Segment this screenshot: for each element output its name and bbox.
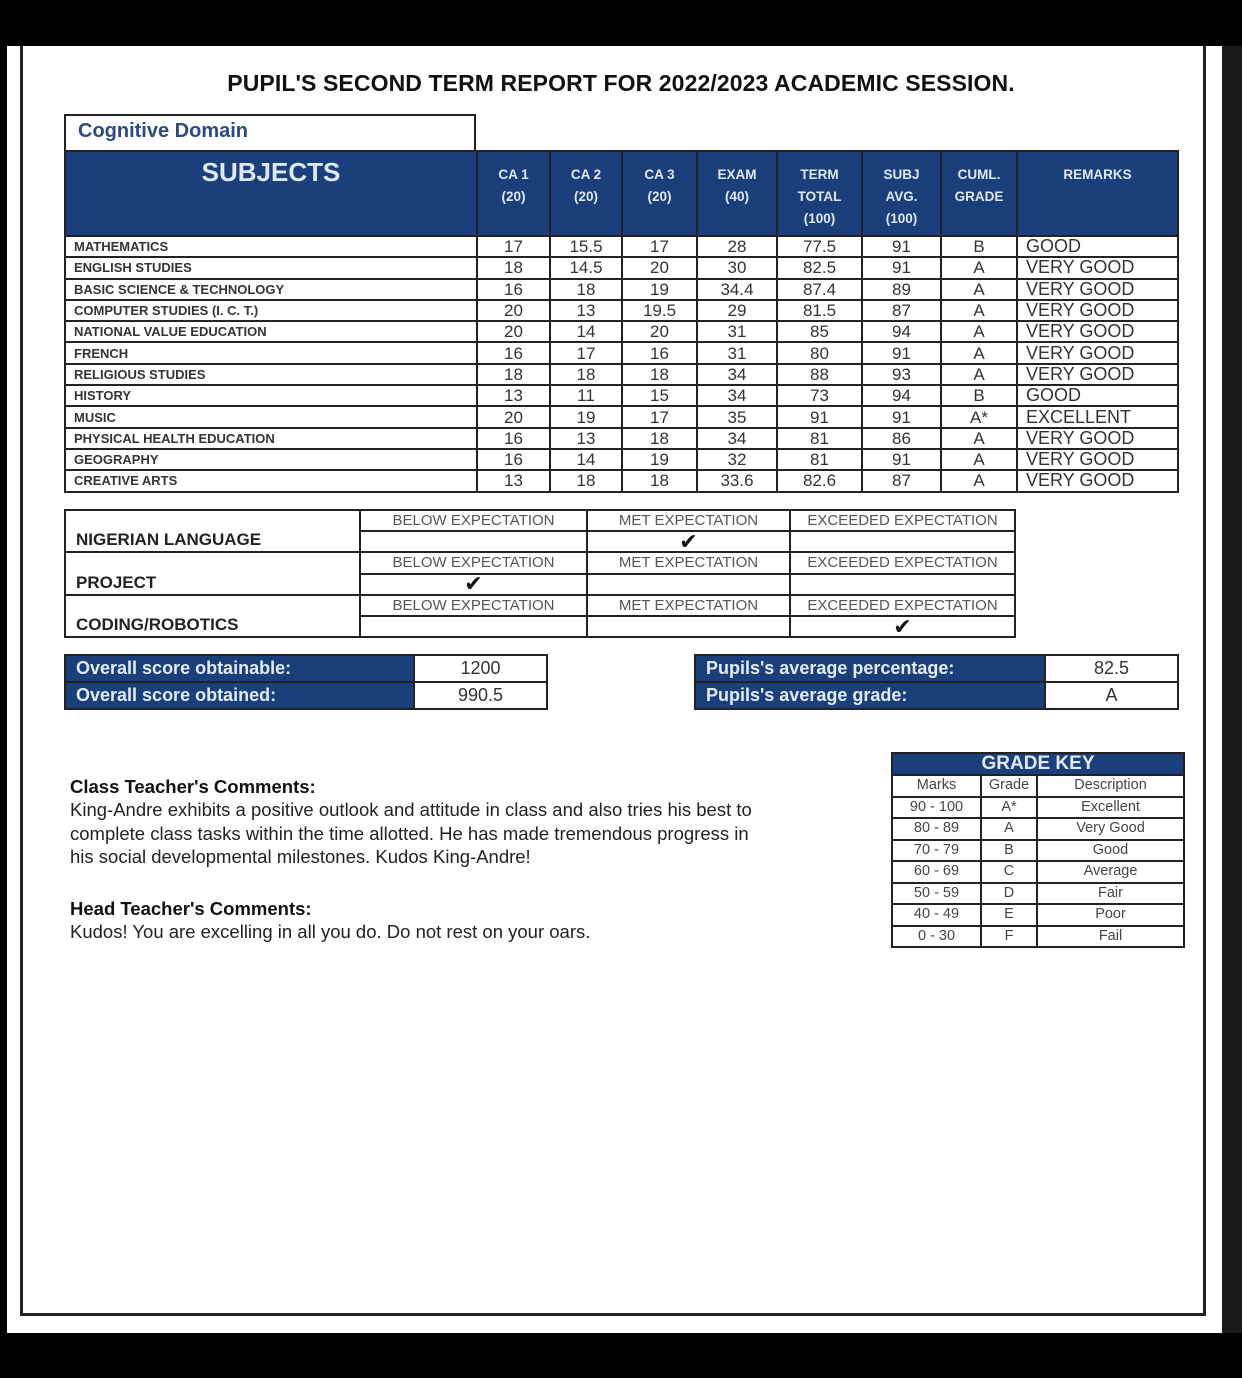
score-subj-avg: 87 bbox=[862, 300, 941, 321]
checkmark-icon: ✔ bbox=[790, 616, 1015, 637]
overall-obtained-label: Overall score obtained: bbox=[65, 682, 414, 709]
score-exam: 34 bbox=[697, 364, 777, 385]
grades-table bbox=[64, 150, 1179, 493]
subject-row bbox=[65, 300, 1178, 321]
summary-row bbox=[65, 682, 547, 709]
score-ca3: 19.5 bbox=[622, 300, 697, 321]
avg-grade-label: Pupils's average grade: bbox=[695, 682, 1045, 709]
marks-range: 40 - 49 bbox=[892, 904, 981, 926]
score-ca2: 13 bbox=[550, 300, 622, 321]
score-grade: A* bbox=[941, 406, 1017, 427]
score-grade: A bbox=[941, 321, 1017, 342]
score-term-total: 85 bbox=[777, 321, 862, 342]
marks-range: 80 - 89 bbox=[892, 818, 981, 840]
col-subjects: SUBJECTS bbox=[65, 151, 477, 236]
avg-percentage-label: Pupils's average percentage: bbox=[695, 655, 1045, 682]
grade-key-row bbox=[892, 840, 1184, 862]
head-teacher-comments bbox=[70, 898, 870, 944]
score-subj-avg: 91 bbox=[862, 342, 941, 363]
grade-key-row bbox=[892, 904, 1184, 926]
grade-description: Average bbox=[1037, 861, 1184, 883]
grade-key-row bbox=[892, 818, 1184, 840]
overall-obtainable-label: Overall score obtainable: bbox=[65, 655, 414, 682]
subject-name: MUSIC bbox=[65, 406, 477, 427]
subject-remark: GOOD bbox=[1017, 385, 1178, 406]
col-ca2: CA 2 (20) bbox=[550, 151, 622, 236]
head-teacher-text: Kudos! You are excelling in all you do. Do not rest on your oars. bbox=[70, 921, 591, 942]
grade-letter: A bbox=[981, 818, 1037, 840]
subject-remark: VERY GOOD bbox=[1017, 364, 1178, 385]
score-term-total: 81 bbox=[777, 428, 862, 449]
checkmark-icon: ✔ bbox=[360, 574, 587, 595]
subject-name: PHYSICAL HEALTH EDUCATION bbox=[65, 428, 477, 449]
score-ca3: 18 bbox=[622, 470, 697, 491]
score-ca3: 20 bbox=[622, 257, 697, 278]
score-grade: A bbox=[941, 449, 1017, 470]
cognitive-domain-label: Cognitive Domain bbox=[64, 114, 476, 150]
subject-remark: VERY GOOD bbox=[1017, 470, 1178, 491]
score-grade: A bbox=[941, 470, 1017, 491]
grade-key-col-grade: Grade bbox=[981, 775, 1037, 797]
score-ca1: 16 bbox=[477, 342, 550, 363]
col-remarks: REMARKS bbox=[1017, 151, 1178, 236]
score-ca2: 13 bbox=[550, 428, 622, 449]
score-ca3: 18 bbox=[622, 364, 697, 385]
marks-range: 70 - 79 bbox=[892, 840, 981, 862]
report-title: PUPIL'S SECOND TERM REPORT FOR 2022/2023 ACADEMIC SESSION. bbox=[227, 70, 1015, 96]
avg-percentage-value: 82.5 bbox=[1045, 655, 1178, 682]
head-teacher-heading: Head Teacher's Comments: bbox=[70, 898, 312, 919]
score-ca2: 14.5 bbox=[550, 257, 622, 278]
col-term-total: TERM TOTAL (100) bbox=[777, 151, 862, 236]
average-table bbox=[694, 654, 1179, 710]
subject-row bbox=[65, 279, 1178, 300]
score-exam: 33.6 bbox=[697, 470, 777, 491]
expectation-item-name: CODING/ROBOTICS bbox=[65, 595, 360, 637]
subject-remark: VERY GOOD bbox=[1017, 279, 1178, 300]
class-teacher-comments bbox=[70, 776, 870, 869]
subject-name: COMPUTER STUDIES (I. C. T.) bbox=[65, 300, 477, 321]
expectation-level-label: EXCEEDED EXPECTATION bbox=[790, 595, 1015, 616]
class-teacher-heading: Class Teacher's Comments: bbox=[70, 776, 316, 797]
grade-letter: B bbox=[981, 840, 1037, 862]
score-grade: A bbox=[941, 364, 1017, 385]
class-teacher-line: King-Andre exhibits a positive outlook and attitude in class and also tries his best to bbox=[70, 799, 752, 820]
score-ca3: 19 bbox=[622, 449, 697, 470]
score-subj-avg: 91 bbox=[862, 257, 941, 278]
subject-remark: VERY GOOD bbox=[1017, 449, 1178, 470]
grade-description: Very Good bbox=[1037, 818, 1184, 840]
score-ca3: 20 bbox=[622, 321, 697, 342]
col-exam: EXAM (40) bbox=[697, 151, 777, 236]
summary-row bbox=[695, 682, 1178, 709]
score-exam: 35 bbox=[697, 406, 777, 427]
grades-header-row bbox=[65, 151, 1178, 236]
score-ca2: 14 bbox=[550, 449, 622, 470]
score-term-total: 80 bbox=[777, 342, 862, 363]
grade-letter: C bbox=[981, 861, 1037, 883]
subject-name: BASIC SCIENCE & TECHNOLOGY bbox=[65, 279, 477, 300]
score-exam: 29 bbox=[697, 300, 777, 321]
grade-letter: F bbox=[981, 926, 1037, 948]
expectation-levels-row bbox=[65, 510, 1015, 531]
grade-description: Poor bbox=[1037, 904, 1184, 926]
score-subj-avg: 87 bbox=[862, 470, 941, 491]
score-subj-avg: 93 bbox=[862, 364, 941, 385]
score-ca2: 14 bbox=[550, 321, 622, 342]
score-grade: B bbox=[941, 236, 1017, 257]
score-ca1: 16 bbox=[477, 428, 550, 449]
score-exam: 34 bbox=[697, 428, 777, 449]
expectation-item-name: NIGERIAN LANGUAGE bbox=[65, 510, 360, 552]
summary-row bbox=[695, 655, 1178, 682]
score-ca1: 18 bbox=[477, 364, 550, 385]
empty-mark-cell bbox=[360, 531, 587, 552]
marks-range: 60 - 69 bbox=[892, 861, 981, 883]
score-term-total: 87.4 bbox=[777, 279, 862, 300]
score-ca1: 17 bbox=[477, 236, 550, 257]
subject-remark: GOOD bbox=[1017, 236, 1178, 257]
subject-row bbox=[65, 321, 1178, 342]
score-ca2: 18 bbox=[550, 364, 622, 385]
score-ca3: 17 bbox=[622, 236, 697, 257]
expectation-level-label: MET EXPECTATION bbox=[587, 552, 790, 573]
grade-description: Fail bbox=[1037, 926, 1184, 948]
grade-key-col-description: Description bbox=[1037, 775, 1184, 797]
score-ca3: 19 bbox=[622, 279, 697, 300]
score-ca1: 13 bbox=[477, 385, 550, 406]
score-ca2: 18 bbox=[550, 279, 622, 300]
expectation-level-label: MET EXPECTATION bbox=[587, 595, 790, 616]
score-grade: A bbox=[941, 300, 1017, 321]
subject-remark: VERY GOOD bbox=[1017, 257, 1178, 278]
expectation-level-label: BELOW EXPECTATION bbox=[360, 595, 587, 616]
subject-row bbox=[65, 428, 1178, 449]
expectation-item-name: PROJECT bbox=[65, 552, 360, 594]
score-ca1: 20 bbox=[477, 321, 550, 342]
subject-name: FRENCH bbox=[65, 342, 477, 363]
subject-name: MATHEMATICS bbox=[65, 236, 477, 257]
score-term-total: 73 bbox=[777, 385, 862, 406]
col-ca3: CA 3 (20) bbox=[622, 151, 697, 236]
score-term-total: 81 bbox=[777, 449, 862, 470]
score-grade: A bbox=[941, 279, 1017, 300]
score-ca2: 19 bbox=[550, 406, 622, 427]
expectation-level-label: BELOW EXPECTATION bbox=[360, 552, 587, 573]
score-subj-avg: 91 bbox=[862, 406, 941, 427]
score-ca2: 11 bbox=[550, 385, 622, 406]
subject-remark: VERY GOOD bbox=[1017, 428, 1178, 449]
empty-mark-cell bbox=[360, 616, 587, 637]
grade-letter: A* bbox=[981, 797, 1037, 819]
score-ca3: 17 bbox=[622, 406, 697, 427]
grade-description: Good bbox=[1037, 840, 1184, 862]
score-term-total: 91 bbox=[777, 406, 862, 427]
score-term-total: 77.5 bbox=[777, 236, 862, 257]
subject-row bbox=[65, 406, 1178, 427]
subject-remark: EXCELLENT bbox=[1017, 406, 1178, 427]
grade-key-title: GRADE KEY bbox=[892, 753, 1184, 775]
score-grade: B bbox=[941, 385, 1017, 406]
score-subj-avg: 91 bbox=[862, 236, 941, 257]
grade-key-row bbox=[892, 926, 1184, 948]
overall-score-table bbox=[64, 654, 548, 710]
marks-range: 50 - 59 bbox=[892, 883, 981, 905]
grade-key-row bbox=[892, 861, 1184, 883]
score-grade: A bbox=[941, 257, 1017, 278]
subject-name: HISTORY bbox=[65, 385, 477, 406]
subject-name: GEOGRAPHY bbox=[65, 449, 477, 470]
expectation-level-label: MET EXPECTATION bbox=[587, 510, 790, 531]
score-subj-avg: 94 bbox=[862, 385, 941, 406]
overall-obtained-value: 990.5 bbox=[414, 682, 547, 709]
score-ca1: 20 bbox=[477, 406, 550, 427]
subject-name: ENGLISH STUDIES bbox=[65, 257, 477, 278]
grade-key-row bbox=[892, 883, 1184, 905]
subject-name: NATIONAL VALUE EDUCATION bbox=[65, 321, 477, 342]
grade-key-table bbox=[891, 752, 1185, 948]
score-exam: 31 bbox=[697, 321, 777, 342]
grade-key-row bbox=[892, 797, 1184, 819]
subject-remark: VERY GOOD bbox=[1017, 342, 1178, 363]
summary-row bbox=[65, 655, 547, 682]
score-ca1: 13 bbox=[477, 470, 550, 491]
score-term-total: 81.5 bbox=[777, 300, 862, 321]
score-exam: 28 bbox=[697, 236, 777, 257]
score-ca2: 15.5 bbox=[550, 236, 622, 257]
class-teacher-line: his social developmental milestones. Kudos King-Andre! bbox=[70, 846, 531, 867]
score-ca1: 20 bbox=[477, 300, 550, 321]
subject-row bbox=[65, 449, 1178, 470]
score-subj-avg: 86 bbox=[862, 428, 941, 449]
expectation-level-label: EXCEEDED EXPECTATION bbox=[790, 510, 1015, 531]
score-ca3: 16 bbox=[622, 342, 697, 363]
score-exam: 31 bbox=[697, 342, 777, 363]
score-grade: A bbox=[941, 342, 1017, 363]
expectation-level-label: EXCEEDED EXPECTATION bbox=[790, 552, 1015, 573]
subject-row bbox=[65, 236, 1178, 257]
avg-grade-value: A bbox=[1045, 682, 1178, 709]
expectation-level-label: BELOW EXPECTATION bbox=[360, 510, 587, 531]
score-subj-avg: 89 bbox=[862, 279, 941, 300]
score-ca1: 18 bbox=[477, 257, 550, 278]
grade-letter: D bbox=[981, 883, 1037, 905]
grade-letter: E bbox=[981, 904, 1037, 926]
score-term-total: 82.6 bbox=[777, 470, 862, 491]
subject-row bbox=[65, 470, 1178, 491]
score-subj-avg: 94 bbox=[862, 321, 941, 342]
empty-mark-cell bbox=[790, 531, 1015, 552]
subject-row bbox=[65, 257, 1178, 278]
score-grade: A bbox=[941, 428, 1017, 449]
empty-mark-cell bbox=[587, 616, 790, 637]
expectation-levels-row bbox=[65, 595, 1015, 616]
class-teacher-line: complete class tasks within the time allotted. He has made tremendous progress in bbox=[70, 822, 749, 844]
subject-name: CREATIVE ARTS bbox=[65, 470, 477, 491]
expectation-levels-row bbox=[65, 552, 1015, 573]
subject-remark: VERY GOOD bbox=[1017, 300, 1178, 321]
score-term-total: 88 bbox=[777, 364, 862, 385]
empty-mark-cell bbox=[587, 574, 790, 595]
grade-key-col-marks: Marks bbox=[892, 775, 981, 797]
score-ca1: 16 bbox=[477, 449, 550, 470]
subject-remark: VERY GOOD bbox=[1017, 321, 1178, 342]
marks-range: 90 - 100 bbox=[892, 797, 981, 819]
subject-row bbox=[65, 364, 1178, 385]
overall-obtainable-value: 1200 bbox=[414, 655, 547, 682]
col-subj-avg: SUBJ AVG. (100) bbox=[862, 151, 941, 236]
score-term-total: 82.5 bbox=[777, 257, 862, 278]
empty-mark-cell bbox=[790, 574, 1015, 595]
expectations-table bbox=[64, 509, 1016, 638]
score-ca3: 18 bbox=[622, 428, 697, 449]
score-exam: 32 bbox=[697, 449, 777, 470]
subject-row bbox=[65, 385, 1178, 406]
checkmark-icon: ✔ bbox=[587, 531, 790, 552]
score-exam: 34.4 bbox=[697, 279, 777, 300]
col-ca1: CA 1 (20) bbox=[477, 151, 550, 236]
marks-range: 0 - 30 bbox=[892, 926, 981, 948]
grade-key-header-row bbox=[892, 775, 1184, 797]
score-ca2: 17 bbox=[550, 342, 622, 363]
grade-description: Fair bbox=[1037, 883, 1184, 905]
score-exam: 34 bbox=[697, 385, 777, 406]
grade-description: Excellent bbox=[1037, 797, 1184, 819]
right-edge-shadow bbox=[1222, 46, 1242, 1333]
col-cuml-grade: CUML. GRADE bbox=[941, 151, 1017, 236]
subject-row bbox=[65, 342, 1178, 363]
subject-name: RELIGIOUS STUDIES bbox=[65, 364, 477, 385]
score-exam: 30 bbox=[697, 257, 777, 278]
score-ca2: 18 bbox=[550, 470, 622, 491]
score-ca3: 15 bbox=[622, 385, 697, 406]
score-ca1: 16 bbox=[477, 279, 550, 300]
score-subj-avg: 91 bbox=[862, 449, 941, 470]
